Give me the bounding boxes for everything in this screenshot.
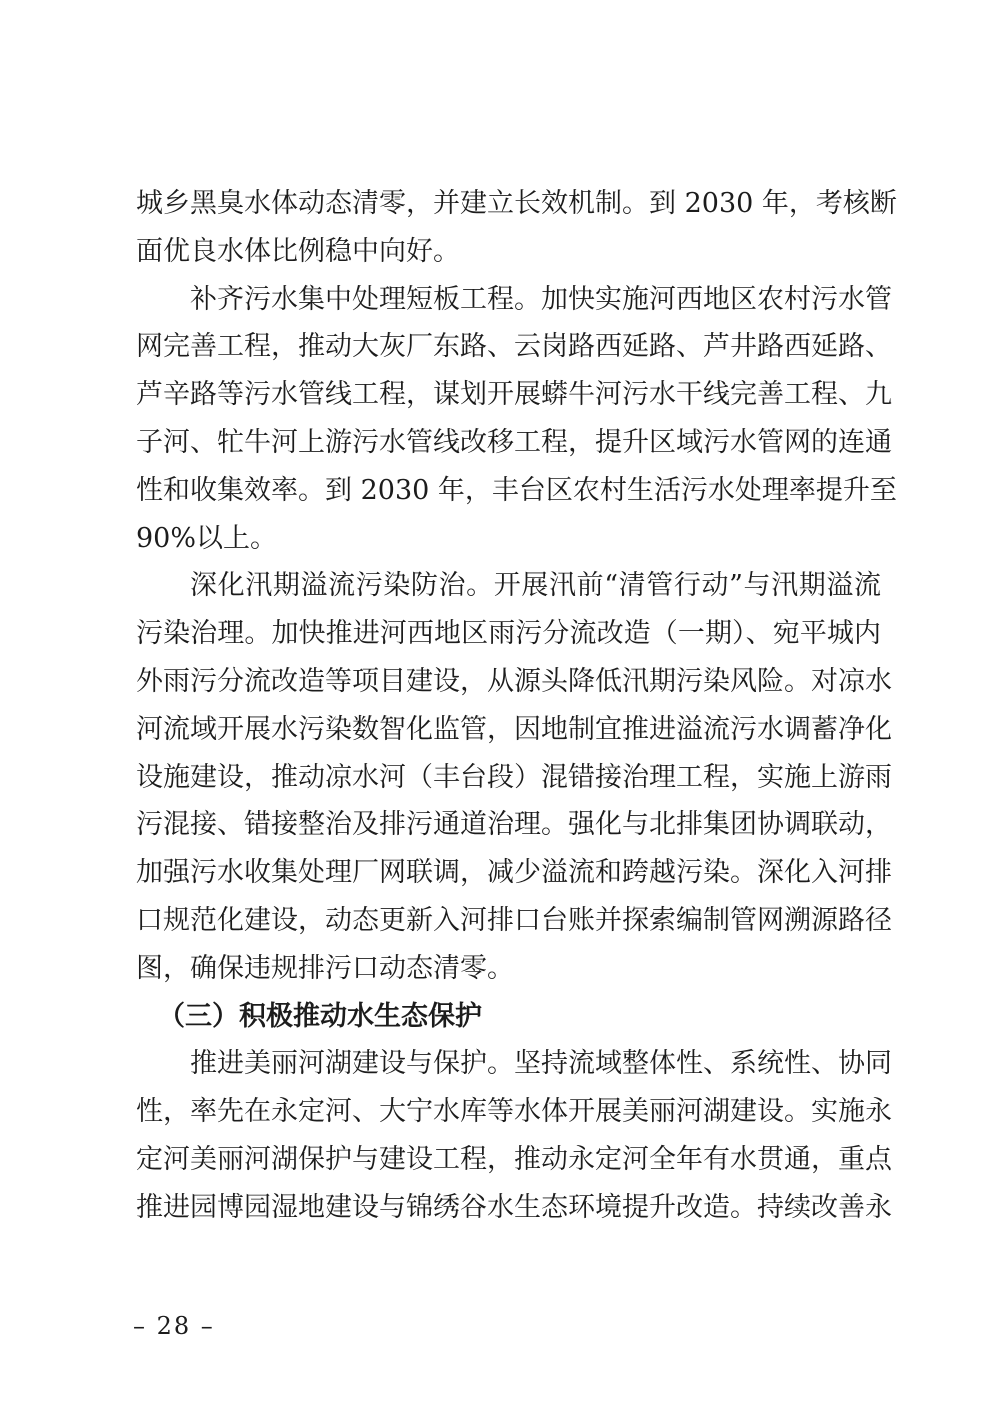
text-line: 性和收集效率。到 2030 年，丰台区农村生活污水处理率提升至 <box>136 474 897 506</box>
text-line: 定河美丽河湖保护与建设工程，推动永定河全年有水贯通，重点 <box>136 1143 892 1175</box>
text-line: 子河、牤牛河上游污水管线改移工程，提升区域污水管网的连通 <box>136 426 892 458</box>
text-line: 加强污水收集处理厂网联调，减少溢流和跨越污染。深化入河排 <box>136 857 892 889</box>
text-line: 污染治理。加快推进河西地区雨污分流改造（一期）、宛平城内 <box>136 618 881 650</box>
text-line: 设施建设，推动凉水河（丰台段）混错接治理工程，实施上游雨 <box>136 761 892 793</box>
text-line: 推进美丽河湖建设与保护。坚持流域整体性、系统性、协同 <box>190 1048 892 1080</box>
text-line: 污混接、错接整治及排污通道治理。强化与北排集团协调联动， <box>136 809 892 841</box>
document-body <box>136 180 897 1232</box>
text-line: 河流域开展水污染数智化监管，因地制宜推进溢流污水调蓄净化 <box>136 713 892 745</box>
page-number: – 28 – <box>133 1312 215 1340</box>
text-line: 外雨污分流改造等项目建设，从源头降低汛期污染风险。对凉水 <box>136 665 892 697</box>
section-heading: （三）积极推动水生态保护 <box>158 1000 482 1032</box>
text-line: 网完善工程，推动大灰厂东路、云岗路西延路、芦井路西延路、 <box>136 331 892 363</box>
text-line: 深化汛期溢流污染防治。开展汛前“清管行动”与汛期溢流 <box>190 570 881 602</box>
text-line: 面优良水体比例稳中向好。 <box>136 235 460 267</box>
text-line: 口规范化建设，动态更新入河排口台账并探索编制管网溯源路径 <box>136 904 892 936</box>
text-line: 90%以上。 <box>136 522 278 554</box>
text-line: 芦辛路等污水管线工程，谋划开展蟒牛河污水干线完善工程、九 <box>136 379 892 411</box>
text-line: 图，确保违规排污口动态清零。 <box>136 952 514 984</box>
text-line: 补齐污水集中处理短板工程。加快实施河西地区农村污水管 <box>190 283 892 315</box>
text-line: 性，率先在永定河、大宁水库等水体开展美丽河湖建设。实施永 <box>136 1096 892 1128</box>
text-line: 城乡黑臭水体动态清零，并建立长效机制。到 2030 年，考核断 <box>136 188 897 219</box>
text-line: 推进园博园湿地建设与锦绣谷水生态环境提升改造。持续改善永 <box>136 1191 892 1223</box>
